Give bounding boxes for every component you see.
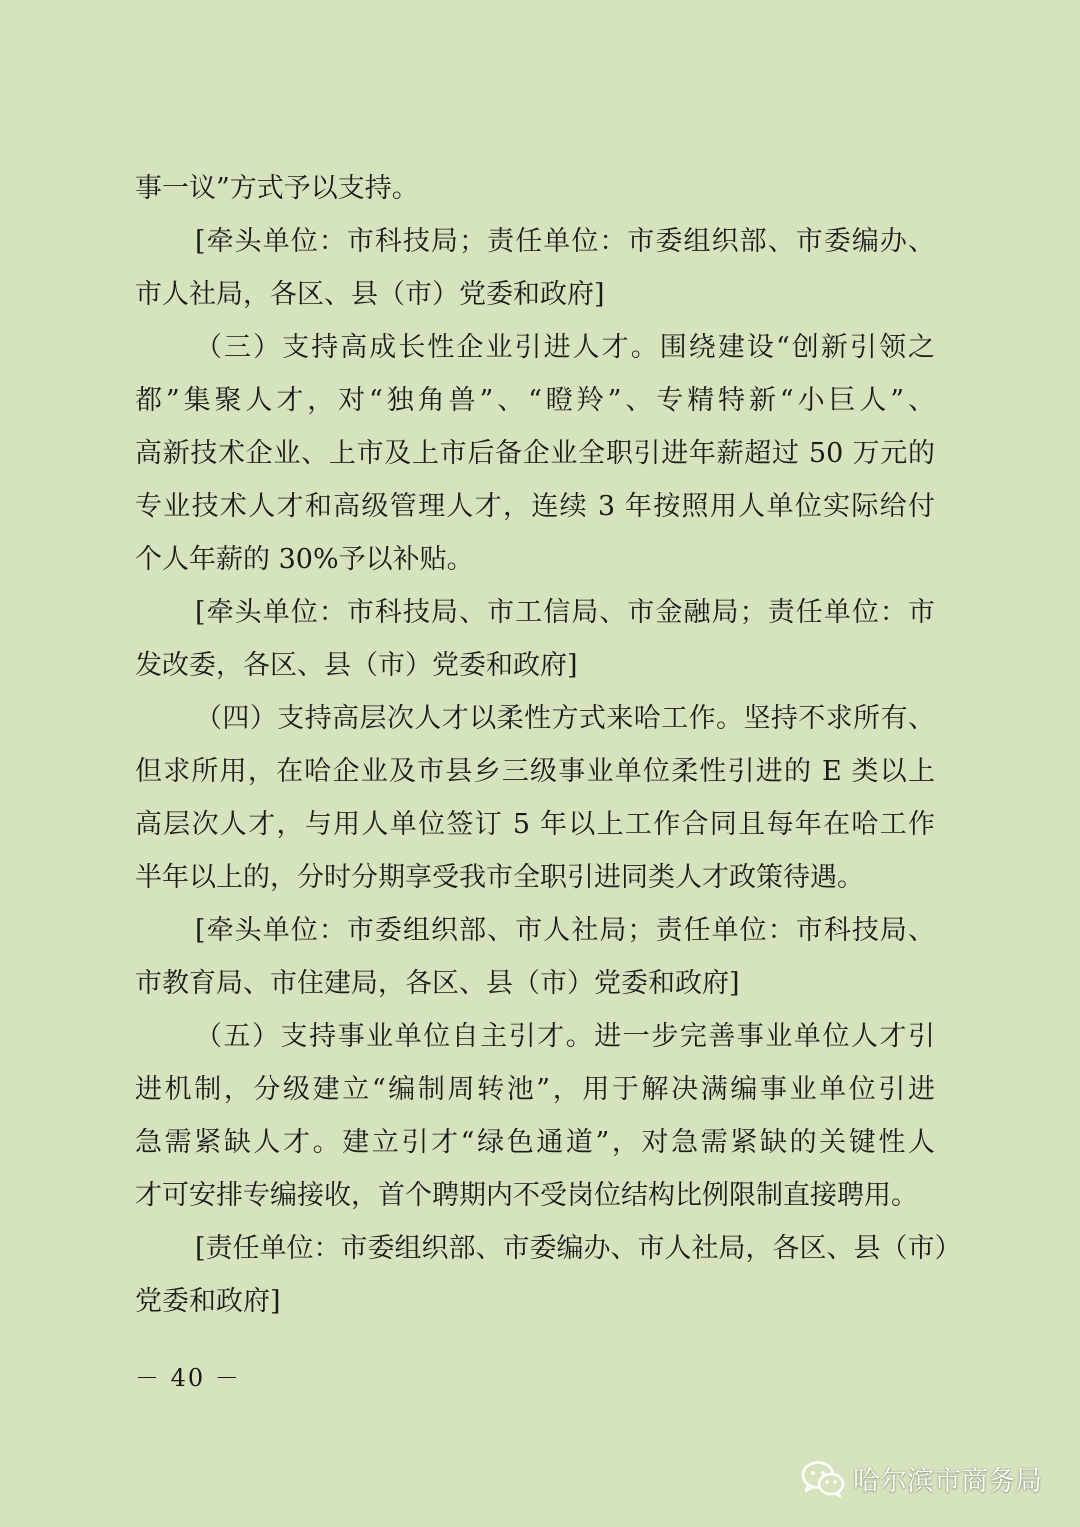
text-line: 党委和政府] — [135, 1286, 281, 1317]
wechat-icon — [801, 1460, 845, 1498]
text-line: 市教育局、市住建局，各区、县（市）党委和政府] — [135, 968, 740, 999]
text-line: 进机制，分级建立“编制周转池”，用于解决满编事业单位引进 — [135, 1074, 935, 1105]
text-line: （五）支持事业单位自主引才。进一步完善事业单位人才引 — [195, 1021, 935, 1052]
text-line: 个人年薪的 30%予以补贴。 — [135, 544, 474, 575]
text-line: 都”集聚人才，对“独角兽”、“瞪羚”、专精特新“小巨人”、 — [135, 385, 935, 416]
text-line: [牵头单位：市委组织部、市人社局；责任单位：市科技局、 — [195, 915, 935, 946]
text-line: 市人社局，各区、县（市）党委和政府] — [135, 279, 605, 310]
text-line: [牵头单位：市科技局；责任单位：市委组织部、市委编办、 — [195, 226, 935, 257]
page-number: － 40 － — [135, 1364, 241, 1392]
document-body — [135, 162, 962, 1328]
text-line: 才可安排专编接收，首个聘期内不受岗位结构比例限制直接聘用。 — [135, 1180, 918, 1211]
text-line: （三）支持高成长性企业引进人才。围绕建设“创新引领之 — [195, 332, 935, 363]
text-line: （四）支持高层次人才以柔性方式来哈工作。坚持不求所有、 — [195, 703, 935, 734]
text-line: 半年以上的，分时分期享受我市全职引进同类人才政策待遇。 — [135, 862, 864, 893]
text-line: 发改委，各区、县（市）党委和政府] — [135, 650, 578, 681]
text-line: 但求所用，在哈企业及市县乡三级事业单位柔性引进的 E 类以上 — [135, 756, 935, 787]
text-line: 事一议”方式予以支持。 — [135, 173, 419, 204]
watermark-text: 哈尔滨市商务局 — [853, 1466, 1042, 1497]
text-line: 高层次人才，与用人单位签订 5 年以上工作合同且每年在哈工作 — [135, 809, 935, 840]
account-watermark — [801, 1459, 1042, 1498]
text-line: [牵头单位：市科技局、市工信局、市金融局；责任单位：市 — [195, 597, 935, 628]
text-line: [责任单位：市委组织部、市委编办、市人社局，各区、县（市） — [195, 1233, 962, 1264]
text-line: 专业技术人才和高级管理人才，连续 3 年按照用人单位实际给付 — [135, 491, 935, 522]
text-line: 急需紧缺人才。建立引才“绿色通道”，对急需紧缺的关键性人 — [135, 1127, 935, 1158]
text-line: 高新技术企业、上市及上市后备企业全职引进年薪超过 50 万元的 — [135, 438, 935, 469]
